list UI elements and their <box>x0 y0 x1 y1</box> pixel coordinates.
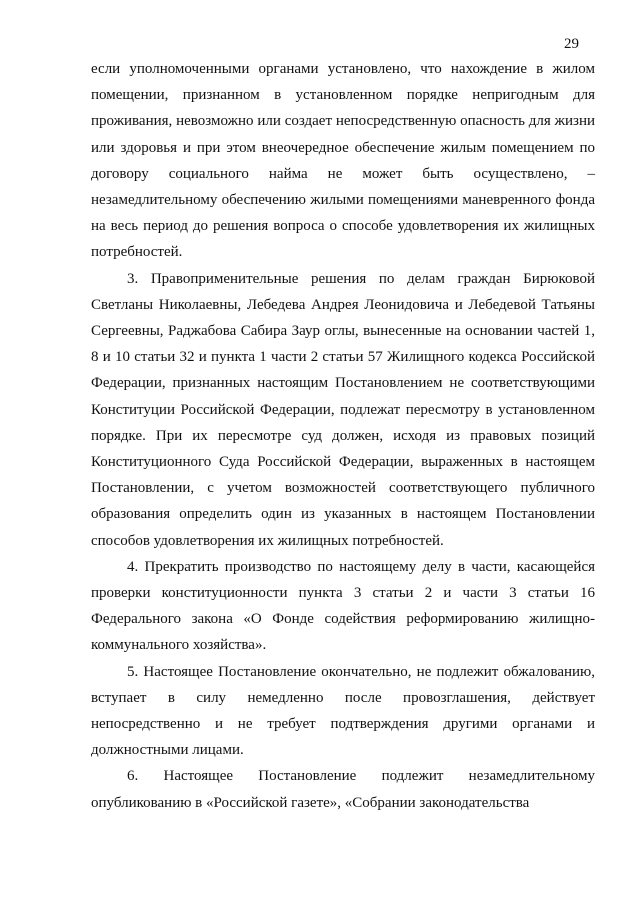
paragraph-continuation: если уполномоченными органами установлено, что нахождение в жилом помещении, признанном в установленном порядке непригодным для проживания, невозможно или создает непосредственную опасность для жизни или здоровья и при этом внеочередное обеспечение жилым помещением по договору социального найма не может быть осуществлено, – незамедлительному обеспечению жилыми помещениями маневренного фонда на весь период до решения вопроса о способе удовлетворения их жилищных потребностей. <box>91 61 595 261</box>
paragraph-item-3: 3. Правоприменительные решения по делам граждан Бирюковой Светланы Николаевны, Лебедева Андрея Леонидовича и Лебедевой Татьяны Сергеевны, Раджабова Сабира Заур оглы, вынесенные на основании частей 1, 8 и 10 статьи 32 и пункта 1 части 2 статьи 57 Жилищного кодекса Российской Федерации, признанных настоящим Постановлением не соответствующими Конституции Российской Федерации, подлежат пересмотру в установленном порядке. При их пересмотре суд должен, исходя из правовых позиций Конституционного Суда Российской Федерации, выраженных в настоящем Постановлении, с учетом возможностей соответствующего публичного образования определить один из указанных в настоящем Постановлении способов удовлетворения их жилищных потребностей. <box>91 270 595 549</box>
paragraph-item-5: 5. Настоящее Постановление окончательно, не подлежит обжалованию, вступает в силу немедленно после провозглашения, действует непосредственно и не требует подтверждения другими органами и должностными лицами. <box>91 663 595 759</box>
document-body <box>91 56 595 816</box>
paragraph-item-4: 4. Прекратить производство по настоящему делу в части, касающейся проверки конституционности пункта 3 статьи 2 и части 3 статьи 16 Федерального закона «О Фонде содействия реформированию жилищно-коммунального хозяйства». <box>91 558 595 654</box>
page-number: 29 <box>564 36 579 52</box>
paragraph-item-6: 6. Настоящее Постановление подлежит незамедлительному опубликованию в «Российской газете», «Собрании законодательства <box>91 768 595 811</box>
